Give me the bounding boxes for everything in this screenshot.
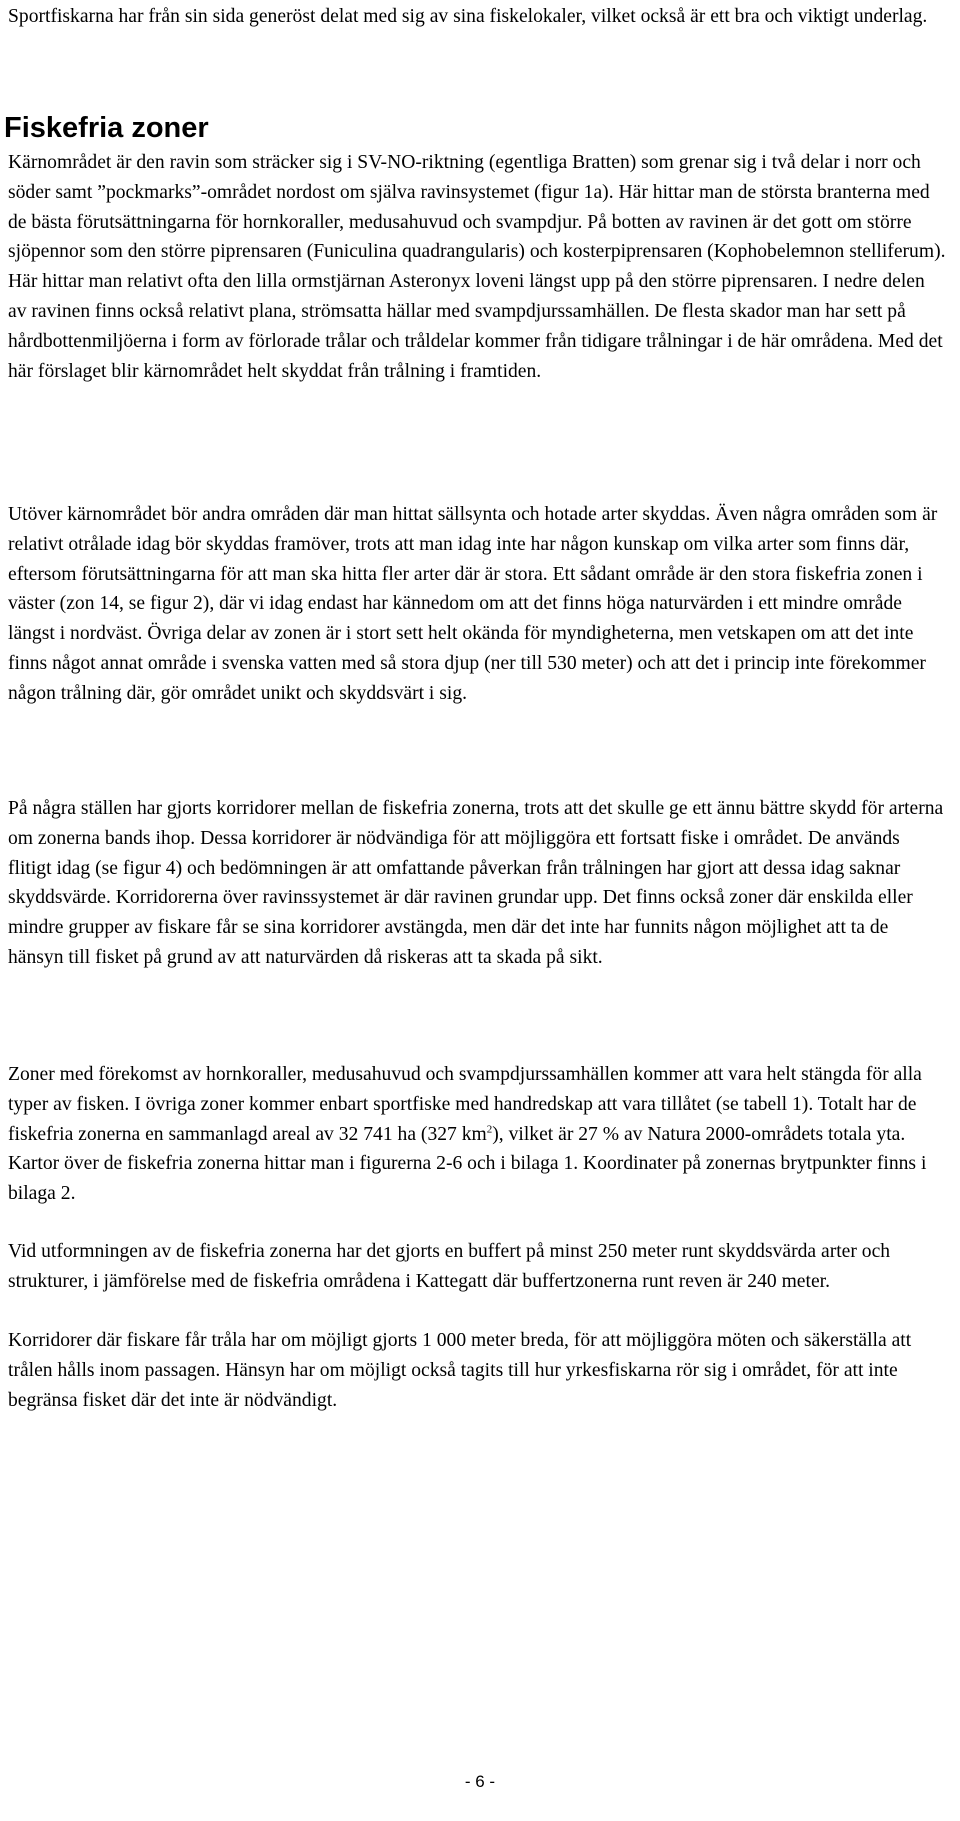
superscript-two: 2: [486, 1123, 493, 1136]
paragraph-core-area: Kärnområdet är den ravin som sträcker sig i SV-NO-riktning (egentliga Bratten) som grenar sig i två delar i norr och söder samt ”pockmarks”-området nordost om själva ravinsystemet (figur 1a). Här hittar man de största branterna med de bästa förutsättningarna för hornkoraller, medusahuvud och svampdjur. På botten av ravinen är det gott om större sjöpennor som den större piprensaren (Funiculina quadrangularis) och kosterpiprensaren (Kophobelemnon stelliferum). Här hittar man relativt ofta den lilla ormstjärnan Asteronyx loveni längst upp på den större piprensaren. I nedre delen av ravinen finns också relativt plana, strömsatta hällar med svampdjurssamhällen. De flesta skador man har sett på hårdbottenmiljöerna i form av förlorade trålar och tråldelar kommer från tidigare trålningar i de här områdena. Med det här förslaget blir kärnområdet helt skyddat från trålning i framtiden.: [8, 152, 946, 382]
page-number: - 6 -: [464, 1772, 496, 1791]
paragraph-buffer: Vid utformningen av de fiskefria zonerna har det gjorts en buffert på minst 250 meter runt skyddsvärda arter och strukturer, i jämförelse med de fiskefria områdena i Kattegatt där buffertzonerna runt reven är 240 meter.: [8, 1241, 891, 1292]
paragraph-corridors: På några ställen har gjorts korridorer mellan de fiskefria zonerna, trots att det skulle ge ett ännu bättre skydd för arterna om zonerna bands ihop. Dessa korridorer är nödvändiga för att möjliggöra ett fortsatt fiske i området. De används flitigt idag (se figur 4) och bedömningen är att omfattande påverkan från trålningen har gjort att dessa idag saknar skyddsvärde. Korridorerna över ravinssystemet är där ravinen grundar upp. Det finns också zoner där enskilda eller mindre grupper av fiskare får se sina korridorer avstängda, men där det inte har funnits någon möjlighet att ta de hänsyn till fisket på grund av att naturvärden då riskeras att ta skada på sikt.: [8, 798, 944, 968]
intro-paragraph: Sportfiskarna har från sin sida generöst delat med sig av sina fiskelokaler, vilket också är ett bra och viktigt underlag.: [8, 6, 928, 27]
closed-zones-text-part2: ), vilket är 27 % av Natura 2000-områdets totala yta. Kartor över de fiskefria zonerna hittar man i figurerna 2-6 och i bilaga 1. Koordinater på zonernas brytpunkter finns i bilaga 2.: [8, 1123, 927, 1205]
paragraph-other-areas: Utöver kärnområdet bör andra områden där man hittat sällsynta och hotade arter skyddas. Även några områden som är relativt otrålade idag bör skyddas framöver, trots att man idag inte har någon kunskap om vilka arter som finns där, eftersom förutsättningarna för att man ska hitta fler arter där är stora. Ett sådant område är den stora fiskefria zonen i väster (zon 14, se figur 2), där vi idag endast har kännedom om att det finns höga naturvärden i ett mindre område längst i nordväst. Övriga delar av zonen är i stort sett helt okända för myndigheterna, men vetskapen om att det inte finns något annat område i svenska vatten med så stora djup (ner till 530 meter) och att det i princip inte förekommer någon trålning där, gör området unikt och skyddsvärt i sig.: [8, 504, 938, 704]
paragraph-trawl-corridors: Korridorer där fiskare får tråla har om möjligt gjorts 1 000 meter breda, för att möjliggöra möten och säkerställa att trålen hålls inom passagen. Hänsyn har om möjligt också tagits till hur yrkesfiskarna rör sig i området, för att inte begränsa fisket där det inte är nödvändigt.: [8, 1330, 912, 1411]
paragraph-closed-zones: [8, 1060, 948, 1209]
closed-zones-text-part1: Zoner med förekomst av hornkoraller, medusahuvud och svampdjurssamhällen kommer att vara helt stängda för alla typer av fisken. I övriga zoner kommer enbart sportfiske med handredskap att vara tillåtet (se tabell 1). Totalt har de fiskefria zonerna en sammanlagd areal av 32 741 ha (327 km: [8, 1064, 922, 1145]
section-heading: Fiskefria zoner: [4, 112, 209, 144]
